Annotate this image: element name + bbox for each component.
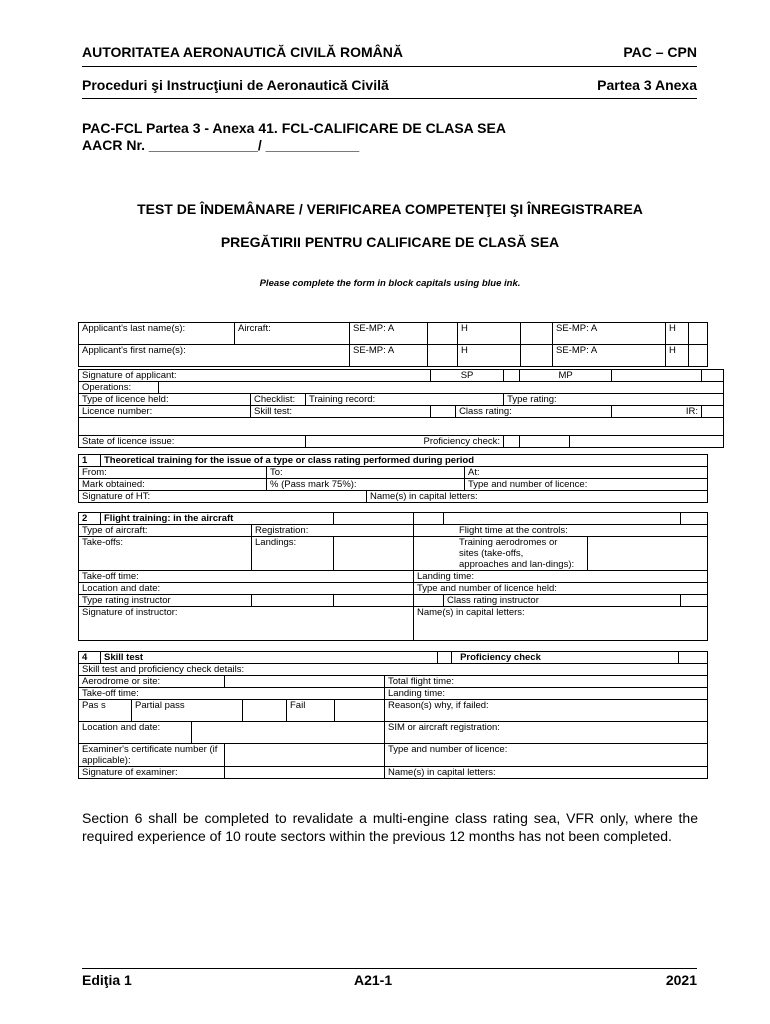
header-rule-bottom bbox=[82, 98, 697, 99]
sp-box[interactable] bbox=[504, 370, 520, 382]
header-rule-top bbox=[82, 66, 697, 67]
from-field[interactable]: From: bbox=[79, 467, 267, 479]
h-label-2: H bbox=[666, 323, 689, 345]
class-instructor-box[interactable] bbox=[681, 595, 708, 607]
fail-label[interactable]: Fail bbox=[287, 700, 335, 722]
licence-type-number-field[interactable]: Type and number of licence: bbox=[465, 479, 708, 491]
class-instructor-pre bbox=[414, 595, 444, 607]
page-number: A21-1 bbox=[354, 972, 393, 988]
mark-obtained-field[interactable]: Mark obtained: bbox=[79, 479, 267, 491]
total-flight-field[interactable]: Total flight time: bbox=[385, 676, 708, 688]
sim-registration-field[interactable]: SIM or aircraft registration: bbox=[385, 722, 708, 744]
ir-label: IR: bbox=[612, 406, 702, 418]
proficiency-check-label: Proficiency check: bbox=[306, 436, 504, 448]
h-label-3: H bbox=[458, 345, 521, 367]
instructor-signature-field[interactable]: Signature of instructor: bbox=[79, 607, 414, 641]
s2-landing-time-field[interactable]: Landing time: bbox=[414, 571, 708, 583]
section-1-table bbox=[78, 454, 708, 503]
s2-blank-1 bbox=[334, 513, 414, 525]
training-record-field[interactable]: Training record: bbox=[306, 394, 504, 406]
examiner-licence-field[interactable]: Type and number of licence: bbox=[385, 744, 708, 767]
section-4-number: 4 bbox=[79, 652, 101, 664]
type-instructor-blank bbox=[334, 595, 414, 607]
h-label-4: H bbox=[666, 345, 689, 367]
year-label: 2021 bbox=[665, 972, 697, 988]
h-box-4[interactable] bbox=[689, 345, 708, 367]
section-2-table bbox=[78, 512, 708, 641]
semp-a-label-3: SE-MP: A bbox=[350, 345, 428, 367]
blank-row bbox=[79, 418, 724, 436]
section-1-number: 1 bbox=[79, 455, 101, 467]
type-aircraft-field[interactable]: Type of aircraft: bbox=[79, 525, 252, 537]
landings-box[interactable] bbox=[334, 537, 414, 571]
ht-signature-field[interactable]: Signature of HT: bbox=[79, 491, 367, 503]
part-label: Partea 3 Anexa bbox=[597, 77, 697, 93]
checklist-field[interactable]: Checklist: bbox=[251, 394, 306, 406]
licence-number-field[interactable]: Licence number: bbox=[79, 406, 251, 418]
partial-pass-box[interactable] bbox=[243, 700, 287, 722]
document-code: PAC – CPN bbox=[623, 44, 697, 60]
section-1-title: Theoretical training for the issue of a type or class rating performed during period bbox=[101, 455, 708, 467]
details-heading: Skill test and proficiency check details: bbox=[79, 664, 708, 676]
mp-label: MP bbox=[520, 370, 612, 382]
licence-type-field[interactable]: Type of licence held: bbox=[79, 394, 251, 406]
procedures-title: Proceduri şi Instrucţiuni de Aeronautică Civilă bbox=[82, 77, 389, 93]
form-title: PAC-FCL Partea 3 - Anexa 41. FCL-CALIFICARE DE CLASA SEA bbox=[82, 120, 506, 136]
ir-box[interactable] bbox=[702, 406, 724, 418]
type-instructor-box[interactable] bbox=[252, 595, 334, 607]
proficiency-box[interactable] bbox=[504, 436, 520, 448]
applicant-table bbox=[78, 322, 708, 367]
spacer-cell bbox=[702, 370, 724, 382]
flight-time-field[interactable]: Flight time at the controls: bbox=[414, 525, 708, 537]
h-label: H bbox=[458, 323, 521, 345]
h-box-2[interactable] bbox=[689, 323, 708, 345]
sub-heading: PREGĂTIRII PENTRU CALIFICARE DE CLASĂ SEA bbox=[220, 234, 560, 250]
examiner-signature-field[interactable]: Signature of examiner: bbox=[79, 767, 225, 779]
pass-checkbox-label[interactable]: Pas s bbox=[79, 700, 132, 722]
at-field[interactable]: At: bbox=[465, 467, 708, 479]
sp-label: SP bbox=[431, 370, 504, 382]
licence-table bbox=[78, 369, 724, 448]
s2-licence-held-field[interactable]: Type and number of licence held: bbox=[414, 583, 708, 595]
main-heading: TEST DE ÎNDEMÂNARE / VERIFICAREA COMPETENŢEI ŞI ÎNREGISTRAREA bbox=[137, 201, 643, 217]
s2-location-date-field[interactable]: Location and date: bbox=[79, 583, 414, 595]
examiner-certificate-field[interactable]: Examiner's certificate number (if applicable): bbox=[79, 744, 225, 767]
aerodrome-field[interactable]: Aerodrome or site: bbox=[79, 676, 225, 688]
class-rating-field[interactable]: Class rating: bbox=[456, 406, 612, 418]
skill-test-box[interactable] bbox=[431, 406, 456, 418]
location-date-box[interactable] bbox=[192, 722, 385, 744]
ink-instruction: Please complete the form in block capitals using blue ink. bbox=[259, 278, 521, 289]
semp-a-label-4: SE-MP: A bbox=[553, 345, 666, 367]
class-instructor-label: Class rating instructor bbox=[444, 595, 681, 607]
skill-test-checkbox[interactable] bbox=[438, 652, 452, 664]
examiner-signature-box[interactable] bbox=[225, 767, 385, 779]
proficiency-box-2[interactable] bbox=[520, 436, 570, 448]
s2-blank-4 bbox=[681, 513, 708, 525]
s4-location-date-field[interactable]: Location and date: bbox=[79, 722, 192, 744]
section-4-title: Skill test bbox=[101, 652, 438, 664]
s4-landing-time-field[interactable]: Landing time: bbox=[385, 688, 708, 700]
s2-blank-2 bbox=[414, 513, 444, 525]
landings-field[interactable]: Landings: bbox=[252, 537, 334, 571]
aerodromes-box[interactable] bbox=[588, 537, 708, 571]
aacr-number: AACR Nr. ______________/ ____________ bbox=[82, 137, 360, 153]
state-issue-field[interactable]: State of licence issue: bbox=[79, 436, 306, 448]
semp-a-label: SE-MP: A bbox=[350, 323, 428, 345]
ht-names-field[interactable]: Name(s) in capital letters: bbox=[367, 491, 708, 503]
s2-blank-3 bbox=[444, 513, 681, 525]
applicant-signature-field[interactable]: Signature of applicant: bbox=[79, 370, 431, 382]
reasons-field[interactable]: Reason(s) why, if failed: bbox=[385, 700, 708, 722]
semp-a-box[interactable] bbox=[428, 323, 458, 345]
type-instructor-label: Type rating instructor bbox=[79, 595, 252, 607]
takeoffs-field[interactable]: Take-offs: bbox=[79, 537, 252, 571]
examiner-names-field[interactable]: Name(s) in capital letters: bbox=[385, 767, 708, 779]
aerodrome-box[interactable] bbox=[225, 676, 385, 688]
edition-label: Ediţia 1 bbox=[82, 972, 132, 988]
instructor-names-field[interactable]: Name(s) in capital letters: bbox=[414, 607, 708, 641]
section-4-table bbox=[78, 651, 708, 779]
proficiency-spacer bbox=[570, 436, 724, 448]
h-box-3[interactable] bbox=[521, 345, 553, 367]
proficiency-checkbox[interactable] bbox=[679, 652, 708, 664]
examiner-certificate-box[interactable] bbox=[225, 744, 385, 767]
operations-label: Operations: bbox=[79, 382, 159, 394]
to-field[interactable]: To: bbox=[267, 467, 465, 479]
training-aerodromes-field[interactable]: Training aerodromes or sites (take-offs, approaches and lan-dings): bbox=[414, 537, 588, 571]
authority-name: AUTORITATEA AERONAUTICĂ CIVILĂ ROMÂNĂ bbox=[82, 44, 403, 60]
s4-takeoff-time-field[interactable]: Take-off time: bbox=[79, 688, 385, 700]
h-box[interactable] bbox=[521, 323, 553, 345]
section-2-number: 2 bbox=[79, 513, 101, 525]
aircraft-field[interactable]: Aircraft: bbox=[235, 323, 350, 345]
proficiency-check-title: Proficiency check bbox=[452, 652, 679, 664]
semp-a-box-3[interactable] bbox=[428, 345, 458, 367]
last-name-field[interactable]: Applicant's last name(s): bbox=[79, 323, 235, 345]
type-rating-field[interactable]: Type rating: bbox=[504, 394, 724, 406]
fail-box[interactable] bbox=[335, 700, 385, 722]
section-6-note: Section 6 shall be completed to revalidate a multi-engine class rating sea, VFR only, where the required experience of 10 route sectors within the previous 12 months has not been completed. bbox=[82, 810, 698, 844]
first-name-field[interactable]: Applicant's first name(s): bbox=[79, 345, 350, 367]
section-2-title: Flight training: in the aircraft bbox=[101, 513, 334, 525]
skill-test-field[interactable]: Skill test: bbox=[251, 406, 431, 418]
operations-field[interactable] bbox=[159, 382, 724, 394]
pass-mark-field[interactable]: % (Pass mark 75%): bbox=[267, 479, 465, 491]
s2-takeoff-time-field[interactable]: Take-off time: bbox=[79, 571, 414, 583]
partial-pass-label[interactable]: Partial pass bbox=[132, 700, 243, 722]
footer-rule bbox=[82, 968, 697, 969]
registration-field[interactable]: Registration: bbox=[252, 525, 414, 537]
mp-box[interactable] bbox=[612, 370, 702, 382]
semp-a-label-2: SE-MP: A bbox=[553, 323, 666, 345]
